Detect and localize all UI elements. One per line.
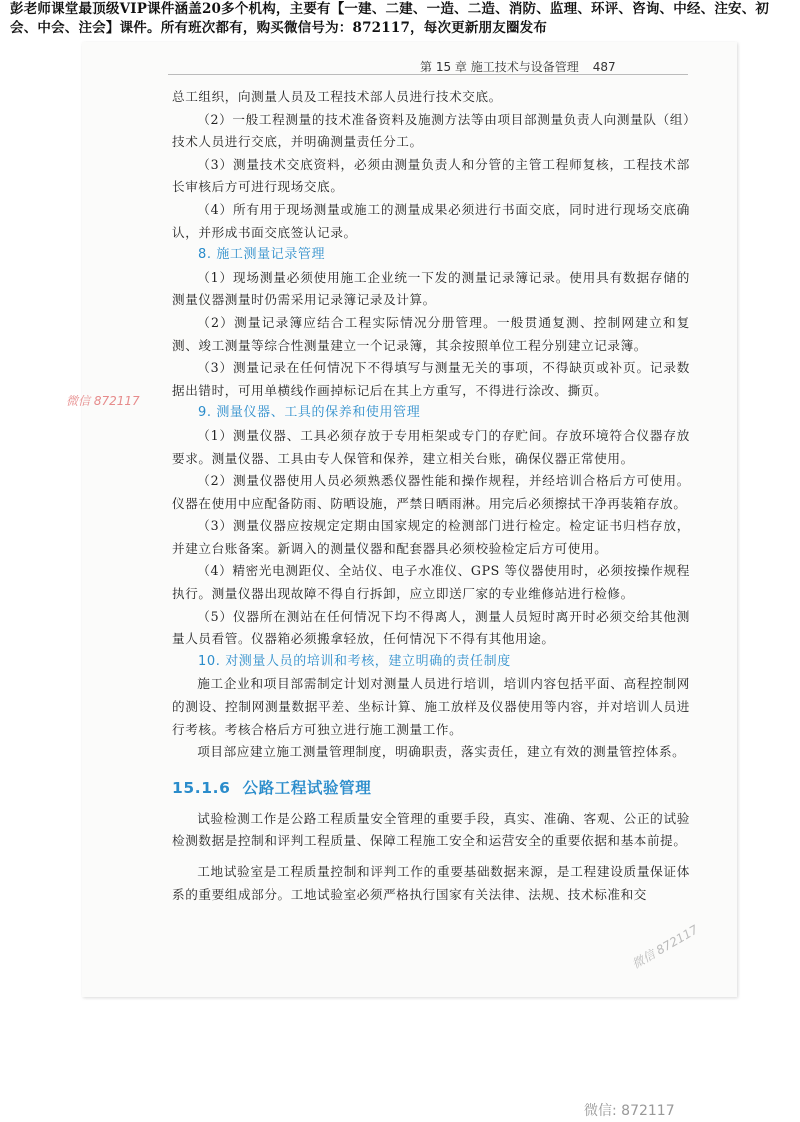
watermark-left: 微信 872117 (66, 394, 140, 408)
section-title: 公路工程试验管理 (242, 778, 372, 797)
section-heading (172, 776, 690, 800)
paragraph: 试验检测工作是公路工程质量安全管理的重要手段，真实、准确、客观、公正的试验检测数据是控制和评判工程质量、保障工程施工安全和运营安全的重要依据和基本前提。 (172, 810, 690, 849)
paragraph: 施工企业和项目部需制定计划对测量人员进行培训，培训内容包括平面、高程控制网的测设、控制网测量数据平差、坐标计算、施工放样及仪器使用等内容，并对培训人员进行考核。考核合格后方可独立进行施工测量工作。 (172, 676, 690, 737)
chapter-title: 第 15 章 施工技术与设备管理 (420, 60, 579, 74)
paragraph: （1）现场测量必须使用施工企业统一下发的测量记录簿记录。使用具有数据存储的测量仪器测量时仍需采用记录簿记录及计算。 (172, 269, 690, 308)
paragraph: 总工组织，向测量人员及工程技术部人员进行技术交底。 (172, 89, 502, 104)
paragraph: （2）测量记录簿应结合工程实际情况分册管理。一般贯通复测、控制网建立和复测、竣工测量等综合性测量建立一个记录簿，其余按照单位工程分别建立记录簿。 (172, 314, 690, 353)
paragraph: （4）精密光电测距仪、全站仪、电子水准仪、GPS 等仪器使用时，必须按操作规程执行。测量仪器出现故障不得自行拆卸，应立即送厂家的专业维修站进行检修。 (172, 563, 690, 602)
paragraph: （4）所有用于现场测量或施工的测量成果必须进行书面交底，同时进行现场交底确认，并形成书面交底签认记录。 (172, 201, 690, 240)
subheading-10: 10. 对测量人员的培训和考核，建立明确的责任制度 (198, 653, 511, 669)
spacer (172, 853, 690, 861)
running-header (420, 58, 680, 75)
subheading-8: 8. 施工测量记录管理 (198, 247, 326, 263)
paragraph: （1）测量仪器、工具必须存放于专用柜架或专门的存贮间。存放环境符合仪器存放要求。测量仪器、工具由专人保管和保养，建立相关台账，确保仪器正常使用。 (172, 427, 690, 466)
paragraph: （3）测量仪器应按规定定期由国家规定的检测部门进行检定。检定证书归档存放，并建立台账备案。新调入的测量仪器和配套器具必须校验检定后方可使用。 (172, 518, 690, 556)
section-number: 15.1.6 (172, 778, 231, 797)
page-body (172, 86, 690, 906)
paragraph: （2）测量仪器使用人员必须熟悉仪器性能和操作规程，并经培训合格后方可使用。仪器在使用中应配备防雨、防晒设施，严禁日晒雨淋。用完后必须擦拭干净再装箱存放。 (172, 473, 690, 511)
page-number: 487 (592, 60, 616, 74)
header-rule (168, 74, 688, 75)
paragraph: 项目部应建立施工测量管理制度，明确职责，落实责任，建立有效的测量管控体系。 (197, 744, 686, 760)
promo-banner: 彭老师课堂最顶级VIP课件涵盖20多个机构，主要有【一建、二建、一造、二造、消防、监理、环评、咨询、中经、注安、初会、中会、注会】课件。所有班次都有，购买微信号为：872117，每次更新朋友圈发布 (10, 1, 770, 36)
watermark-bottom: 微信: 872117 (584, 1103, 675, 1119)
subheading-9: 9. 测量仪器、工具的保养和使用管理 (198, 405, 421, 421)
paragraph: （2）一般工程测量的技术准备资料及施测方法等由项目部测量负责人向测量队（组）技术人员进行交底，并明确测量责任分工。 (172, 111, 690, 150)
paragraph: 工地试验室是工程质量控制和评判工作的重要基础数据来源，是工程建设质量保证体系的重要组成部分。工地试验室必须严格执行国家有关法律、法规、技术标准和交 (172, 864, 690, 902)
paragraph: （5）仪器所在测站在任何情况下均不得离人，测量人员短时离开时必须交给其他测量人员看管。仪器箱必须搬拿轻放，任何情况下不得有其他用途。 (172, 608, 690, 647)
watermark-right: 微信 872117 (629, 922, 701, 972)
paragraph: （3）测量记录在任何情况下不得填写与测量无关的事项，不得缺页或补页。记录数据出错时，可用单横线作画掉标记后在其上方重写，不得进行涂改、撕页。 (172, 360, 690, 398)
paragraph: （3）测量技术交底资料，必须由测量负责人和分管的主管工程师复核，工程技术部长审核后方可进行现场交底。 (172, 156, 690, 195)
